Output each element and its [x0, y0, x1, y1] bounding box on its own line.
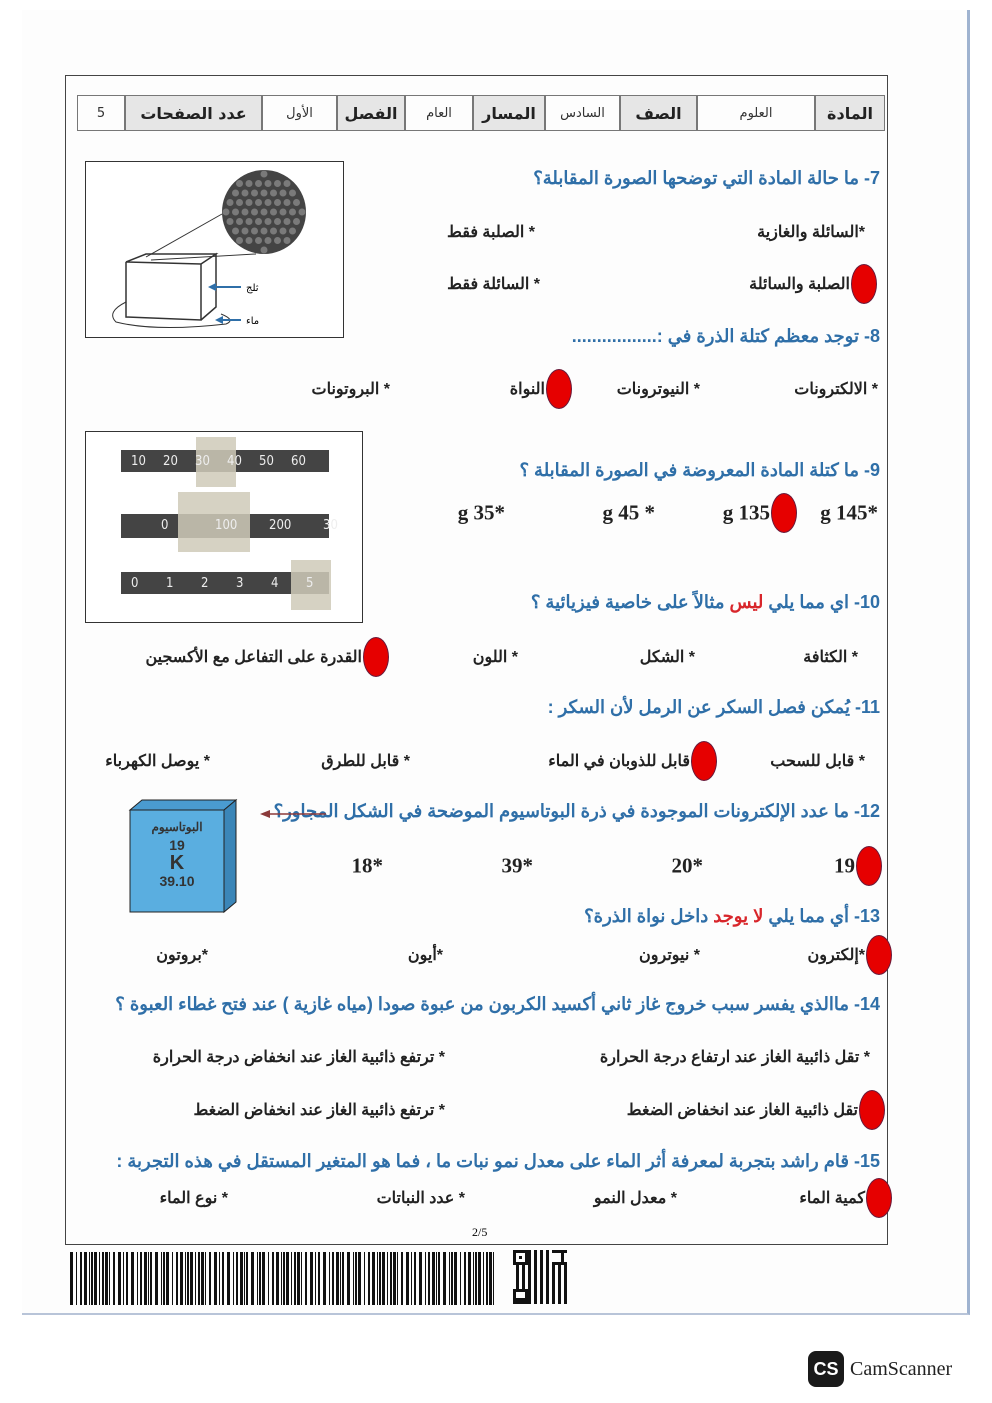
- answer-option[interactable]: * قابل للسحب: [770, 753, 865, 770]
- question-text: 13- أي مما يلي: [763, 906, 880, 926]
- header-cell: الأول: [262, 95, 337, 131]
- water-label: ماء: [246, 316, 260, 327]
- answer-option[interactable]: * قابل للطرق: [321, 753, 410, 770]
- answer-option[interactable]: * البروتونات: [311, 381, 390, 398]
- selected-answer-mark: [363, 637, 389, 677]
- selected-answer-mark: [691, 741, 717, 781]
- scale-tick-label: 30: [195, 454, 210, 469]
- answer-option[interactable]: * معدل النمو: [593, 1190, 677, 1207]
- selected-answer-mark: [866, 1178, 892, 1218]
- answer-option[interactable]: * يوصل الكهرباء: [105, 753, 210, 770]
- answer-option[interactable]: *إلكترون: [807, 947, 865, 964]
- element-symbol: K: [169, 852, 185, 874]
- question-text: ليس: [729, 592, 764, 612]
- scale-tick-label: 20: [163, 454, 178, 469]
- selected-answer-mark: [546, 369, 572, 409]
- answer-option[interactable]: * الشكل: [639, 649, 695, 666]
- answer-option[interactable]: *18: [351, 853, 383, 878]
- potassium-element-box: [128, 798, 238, 915]
- answer-option[interactable]: * تقل ذائبية الغاز عند ارتفاع درجة الحرارة: [599, 1049, 870, 1066]
- camscanner-logo: CS: [808, 1351, 844, 1387]
- ice-label: ثلج: [246, 283, 259, 294]
- atomic-number: 19: [169, 837, 185, 853]
- question-text: 10- اي مما يلي: [763, 592, 880, 612]
- answer-option[interactable]: *أيون: [407, 947, 443, 964]
- scale-tick-label: 0: [131, 576, 139, 591]
- question-text: 12- ما عدد الإلكترونات الموجودة في ذرة البوتاسيوم الموضحة في الشكل المجاور؟: [273, 801, 880, 821]
- answer-option[interactable]: * الكثافة: [803, 649, 858, 666]
- scale-tick-label: 0: [161, 518, 169, 533]
- header-cell: العلوم: [697, 95, 815, 131]
- answer-option[interactable]: *35 g: [457, 500, 505, 525]
- question-14: [115, 994, 880, 1015]
- answer-option[interactable]: * نيوترون: [639, 947, 700, 964]
- barcode: [70, 1252, 495, 1305]
- answer-option[interactable]: * عدد النباتات: [376, 1190, 465, 1207]
- ice-cube-drawing: [86, 162, 342, 336]
- header-cell: العام: [405, 95, 473, 131]
- scale-tick-label: 4: [271, 576, 279, 591]
- answer-option[interactable]: كمية الماء: [799, 1190, 865, 1207]
- answer-option[interactable]: القدرة على التفاعل مع الأكسجين: [145, 649, 362, 666]
- atomic-mass: 39.10: [159, 873, 195, 889]
- answer-option[interactable]: * النيوترونات: [616, 381, 700, 398]
- answer-option[interactable]: الصلبة والسائلة: [749, 276, 850, 293]
- scale-tick-label: 40: [227, 454, 242, 469]
- answer-option[interactable]: * اللون: [472, 649, 518, 666]
- question-text: 8- توجد معظم كتلة الذرة في :.................: [571, 326, 880, 346]
- answer-option[interactable]: *بروتون: [156, 947, 208, 964]
- selected-answer-mark: [856, 846, 882, 886]
- header-cell: الصف: [620, 95, 697, 131]
- ice-cube-figure: [85, 161, 344, 338]
- selected-answer-mark: [851, 264, 877, 304]
- question-12: [274, 801, 880, 822]
- question-11: [548, 697, 880, 718]
- answer-option[interactable]: *145 g: [820, 500, 878, 525]
- selected-answer-mark: [859, 1090, 885, 1130]
- question-text: 14- ماالذي يفسر سبب خروج غاز ثاني أكسيد الكربون من عبوة صودا (مياه غازية ) عند فتح غطاء العبوة ؟: [115, 994, 880, 1014]
- answer-option[interactable]: تقل ذائبية الغاز عند انخفاض الضغط: [626, 1102, 858, 1119]
- header-cell: 5: [77, 95, 125, 131]
- camscanner-watermark: [808, 1351, 952, 1387]
- question-text: 15- قام راشد بتجربة لمعرفة أثر الماء على معدل نمو نبات ما ، فما هو المتغير المستقل في هذه التجربة :: [116, 1151, 880, 1171]
- selected-answer-mark: [771, 493, 797, 533]
- answer-option[interactable]: * السائلة فقط: [447, 276, 540, 293]
- question-text: لا يوجد: [713, 906, 764, 926]
- triple-beam-balance-figure: [85, 431, 363, 623]
- header-cell: المسار: [473, 95, 545, 131]
- qr-code: [513, 1250, 568, 1305]
- question-7: [533, 168, 880, 189]
- scale-tick-label: 60: [291, 454, 306, 469]
- question-10: [531, 592, 880, 613]
- answer-option[interactable]: * نوع الماء: [159, 1190, 228, 1207]
- camscanner-text: CamScanner: [850, 1357, 953, 1380]
- element-name: البوتاسيوم: [151, 820, 203, 834]
- question-15: [116, 1151, 880, 1172]
- scale-tick-label: 200: [269, 518, 292, 533]
- question-text: مثالاً على خاصية فيزيائية ؟: [530, 592, 730, 612]
- scale-tick-label: 3: [236, 576, 244, 591]
- header-cell: السادس: [545, 95, 620, 131]
- scale-tick-label: 30: [323, 518, 338, 533]
- answer-option[interactable]: * الصلبة فقط: [447, 224, 535, 241]
- header-cell: المادة: [815, 95, 885, 131]
- answer-option[interactable]: *السائلة والغازية: [757, 224, 865, 241]
- answer-option[interactable]: قابل للذوبان في الماء: [548, 753, 690, 770]
- answer-option[interactable]: *20: [671, 853, 703, 878]
- selected-answer-mark: [866, 935, 892, 975]
- answer-option[interactable]: 19: [834, 853, 855, 878]
- scale-tick-label: 5: [306, 576, 314, 591]
- answer-option[interactable]: 135 g: [722, 500, 770, 525]
- header-cell: الفصل: [337, 95, 405, 131]
- scale-tick-label: 100: [215, 518, 238, 533]
- answer-option[interactable]: * الالكترونات: [794, 381, 878, 398]
- answer-option[interactable]: * ترتفع ذائبية الغاز عند انخفاض درجة الحرارة: [152, 1049, 445, 1066]
- question-text: 7- ما حالة المادة التي توضحها الصورة المقابلة؟: [533, 168, 880, 188]
- question-13: [584, 906, 880, 927]
- answer-option[interactable]: *39: [501, 853, 533, 878]
- arrow-icon: [258, 808, 328, 820]
- scale-tick-label: 50: [259, 454, 274, 469]
- header-cell: عدد الصفحات: [125, 95, 262, 131]
- answer-option[interactable]: * 45 g: [602, 500, 655, 525]
- scale-tick-label: 1: [166, 576, 174, 591]
- answer-option[interactable]: النواة: [509, 381, 545, 398]
- scale-tick-label: 10: [131, 454, 146, 469]
- scale-tick-label: 2: [201, 576, 209, 591]
- balance-drawing: [86, 432, 361, 621]
- question-8: [572, 326, 880, 347]
- question-text: داخل نواة الذرة؟: [584, 906, 714, 926]
- question-text: 11- يُمكن فصل السكر عن الرمل لأن السكر :: [547, 697, 880, 717]
- question-9: [520, 460, 881, 481]
- question-text: 9- ما كتلة المادة المعروضة في الصورة المقابلة ؟: [519, 460, 880, 480]
- answer-option[interactable]: * ترتفع ذائبية الغاز عند انخفاض الضغط: [193, 1102, 445, 1119]
- page-number: 2/5: [472, 1225, 488, 1239]
